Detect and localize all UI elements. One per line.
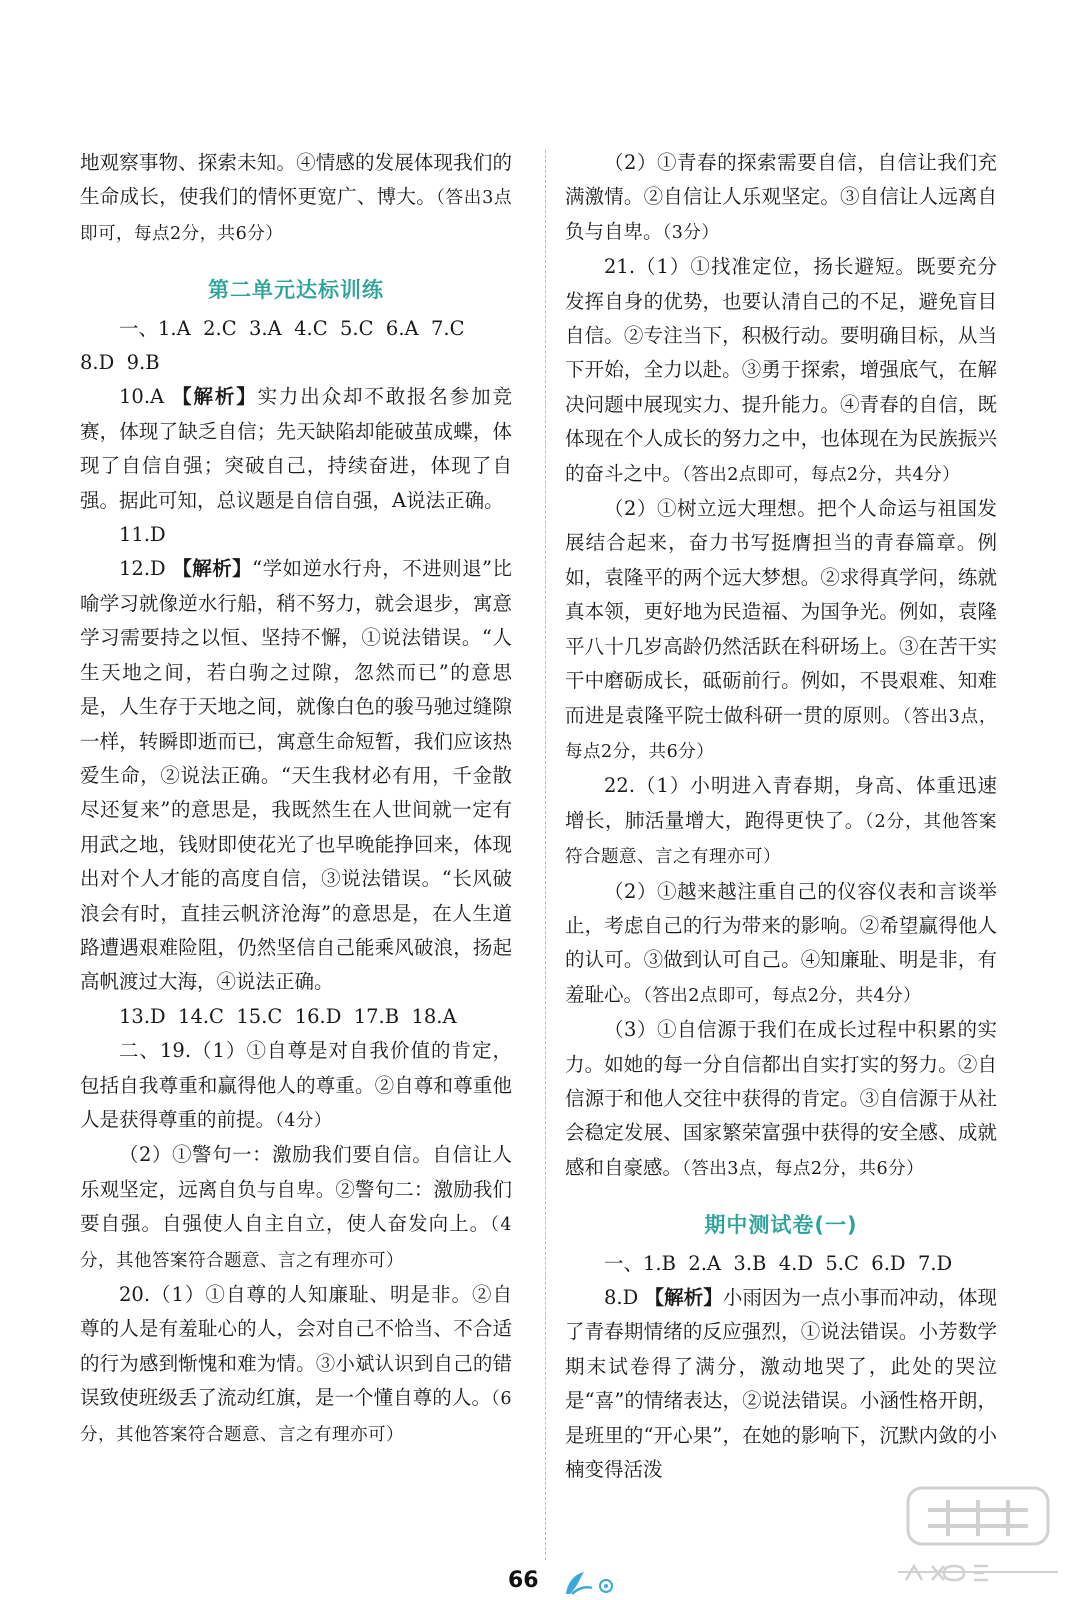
q22-part1-text: 22.（1）小明进入青春期，身高、体重迅速增长，肺活量增大，跑得更快了。 (565, 774, 997, 832)
q19-part1-text: 二、19.（1）①自尊是对自我价值的肯定，包括自我尊重和赢得他人的尊重。②自尊和尊重他人是获得尊重的前提。 (80, 1039, 512, 1131)
answer-row-1: 一、1.A 2.C 3.A 4.C 5.C 6.A 7.C (119, 316, 465, 340)
score-note: （答出3点，每点2分，共6分） (565, 706, 997, 762)
q19-part2-text: （2）①警句一：激励我们要自信。自信让人乐观坚定，远离自负与自卑。②警句二：激励我们要自强。自强使人自主自立，使人奋发向上。 (80, 1143, 512, 1236)
page-number: 66 (508, 1568, 539, 1593)
score-note: （4分） (275, 1110, 332, 1131)
score-note: （答出2点即可，每点2分，共4分） (643, 985, 922, 1006)
q12-explanation (80, 552, 512, 999)
q22-part2 (565, 875, 997, 1014)
left-column (80, 146, 512, 1452)
section-heading-unit2: 第二单元达标训练 (208, 278, 384, 303)
paragraph-text: 地观察事物、探索未知。④情感的发展体现我们的生命成长，使我们的情怀更宽广、博大。 (80, 151, 512, 209)
q20-part2-text: （2）①青春的探索需要自信，自信让我们充满激情。②自信让人乐观坚定。③自信让人远离自负与自卑。 (565, 151, 997, 243)
q8-number: 8.D (604, 1286, 645, 1309)
q21-part1 (565, 250, 997, 492)
answer-row-midterm: 一、1.B 2.A 3.B 4.D 5.C 6.D 7.D (604, 1251, 953, 1275)
section-heading-midterm: 期中测试卷(一) (704, 1213, 858, 1238)
answer-row-1b: 8.D 9.B (80, 351, 160, 375)
score-note: （4分，其他答案符合题意、言之有理亦可） (80, 1215, 512, 1271)
q20-part1 (80, 1278, 512, 1452)
analysis-tag: 【解析】 (172, 557, 253, 581)
q21-part2 (565, 492, 997, 769)
q12-number: 12.D (119, 557, 173, 581)
q22-part1 (565, 769, 997, 874)
score-note: （答出3点即可，每点2分，共6分） (80, 188, 512, 244)
analysis-tag: 【解析】 (644, 1286, 723, 1309)
q10-text: 实力出众却不敢报名参加竞赛，体现了缺乏自信；先天缺陷却能破茧成蝶，体现了自信自强；突破自己，持续奋进，体现了自强。据此可知，总议题是自信自强，A说法正确。 (80, 385, 512, 512)
q22-part3-text: （3）①自信源于我们在成长过程中积累的实力。如她的每一分自信都出自实打实的努力。②自信源于和他人交往中获得的肯定。③自信源于从社会稳定发展、国家繁荣富强中获得的安全感、成就感和自豪感。 (565, 1018, 997, 1179)
q8-explanation (565, 1281, 997, 1487)
column-divider (545, 150, 546, 1560)
q10-number: 10.A (119, 385, 173, 409)
paragraph-continued (80, 146, 512, 251)
q22-part2-text: （2）①越来越注重自己的仪容仪表和言谈举止，考虑自己的行为带来的影响。②希望赢得他人的认可。③做到认可自己。④知廉耻、明是非，有羞耻心。 (565, 879, 997, 1006)
answer-row-2: 13.D 14.C 15.C 16.D 17.B 18.A (119, 1004, 457, 1028)
q22-part3 (565, 1013, 997, 1186)
leaf-ornament-icon (562, 1568, 622, 1598)
score-note: （答出2点即可，每点2分，共4分） (682, 464, 961, 485)
score-note: （答出3点，每点2分，共6分） (682, 1158, 925, 1179)
q19-part1 (80, 1034, 512, 1138)
q12-text: “学如逆水行舟，不进则退”比喻学习就像逆水行船，稍不努力，就会退步，寓意学习需要持之以恒、坚持不懈，①说法错误。“人生天地之间，若白驹之过隙，忽然而已”的意思是，人生存于天地之间，就像白色的骏马驰过缝隙一样，转瞬即逝而已，寓意生命短暂，我们应该热爱生命，②说法正确。“天生我材必有用，千金散尽还复来”的意思是，我既然生在人世间就一定有用武之地，钱财即使花光了也早晚能挣回来，体现出对个人才能的高度自信，③说法错误。“长风破浪会有时，直挂云帆济沧海”的意思是，在人生道路遭遇艰难险阻，仍然坚信自己能乘风破浪，扬起高帆渡过大海，④说法正确。 (80, 557, 512, 994)
q20-part1-text: 20.（1）①自尊的人知廉耻、明是非。②自尊的人是有羞耻心的人，会对自己不恰当、不合适的行为感到惭愧和难为情。③小斌认识到自己的错误致使班级丢了流动红旗，是一个懂自尊的人。 (80, 1283, 512, 1410)
q19-part2 (80, 1138, 512, 1278)
score-note: （3分） (662, 222, 720, 243)
q8-text: 小雨因为一点小事而冲动，体现了青春期情绪的反应强烈，①说法错误。小芳数学期末试卷得了满分，激动地哭了，此处的哭泣是“喜”的情绪表达，②说法错误。小涵性格开朗，是班里的“开心果”，在她的影响下，沉默内敛的小楠变得活泼 (565, 1286, 997, 1482)
q10-explanation (80, 380, 512, 518)
watermark-logo-icon (888, 1480, 1068, 1590)
right-column (565, 146, 997, 1487)
score-note: （6分，其他答案符合题意、言之有理亦可） (80, 1389, 512, 1445)
q21-part2-text: （2）①树立远大理想。把个人命运与祖国发展结合起来，奋力书写挺膺担当的青春篇章。例如，袁隆平的两个远大梦想。②求得真学问，练就真本领，更好地为民造福、为国争光。例如，袁隆平八十几岁高龄仍然活跃在科研场上。③在苦干实干中磨砺成长，砥砺前行。例如，不畏艰难、知难而进是袁隆平院士做科研一贯的原则。 (565, 497, 997, 727)
q11-answer: 11.D (119, 523, 166, 547)
analysis-tag: 【解析】 (172, 385, 258, 409)
q21-part1-text: 21.（1）①找准定位，扬长避短。既要充分发挥自身的优势，也要认清自己的不足，避免盲目自信。②专注当下，积极行动。要明确目标，从当下开始，全力以赴。③勇于探索，增强底气，在解决问题中展现实力、提升能力。④青春的自信，既体现在个人成长的努力之中，也体现在为民族振兴的奋斗之中。 (565, 255, 997, 485)
q20-part2 (565, 146, 997, 250)
score-note: （2分，其他答案符合题意、言之有理亦可） (565, 811, 997, 868)
